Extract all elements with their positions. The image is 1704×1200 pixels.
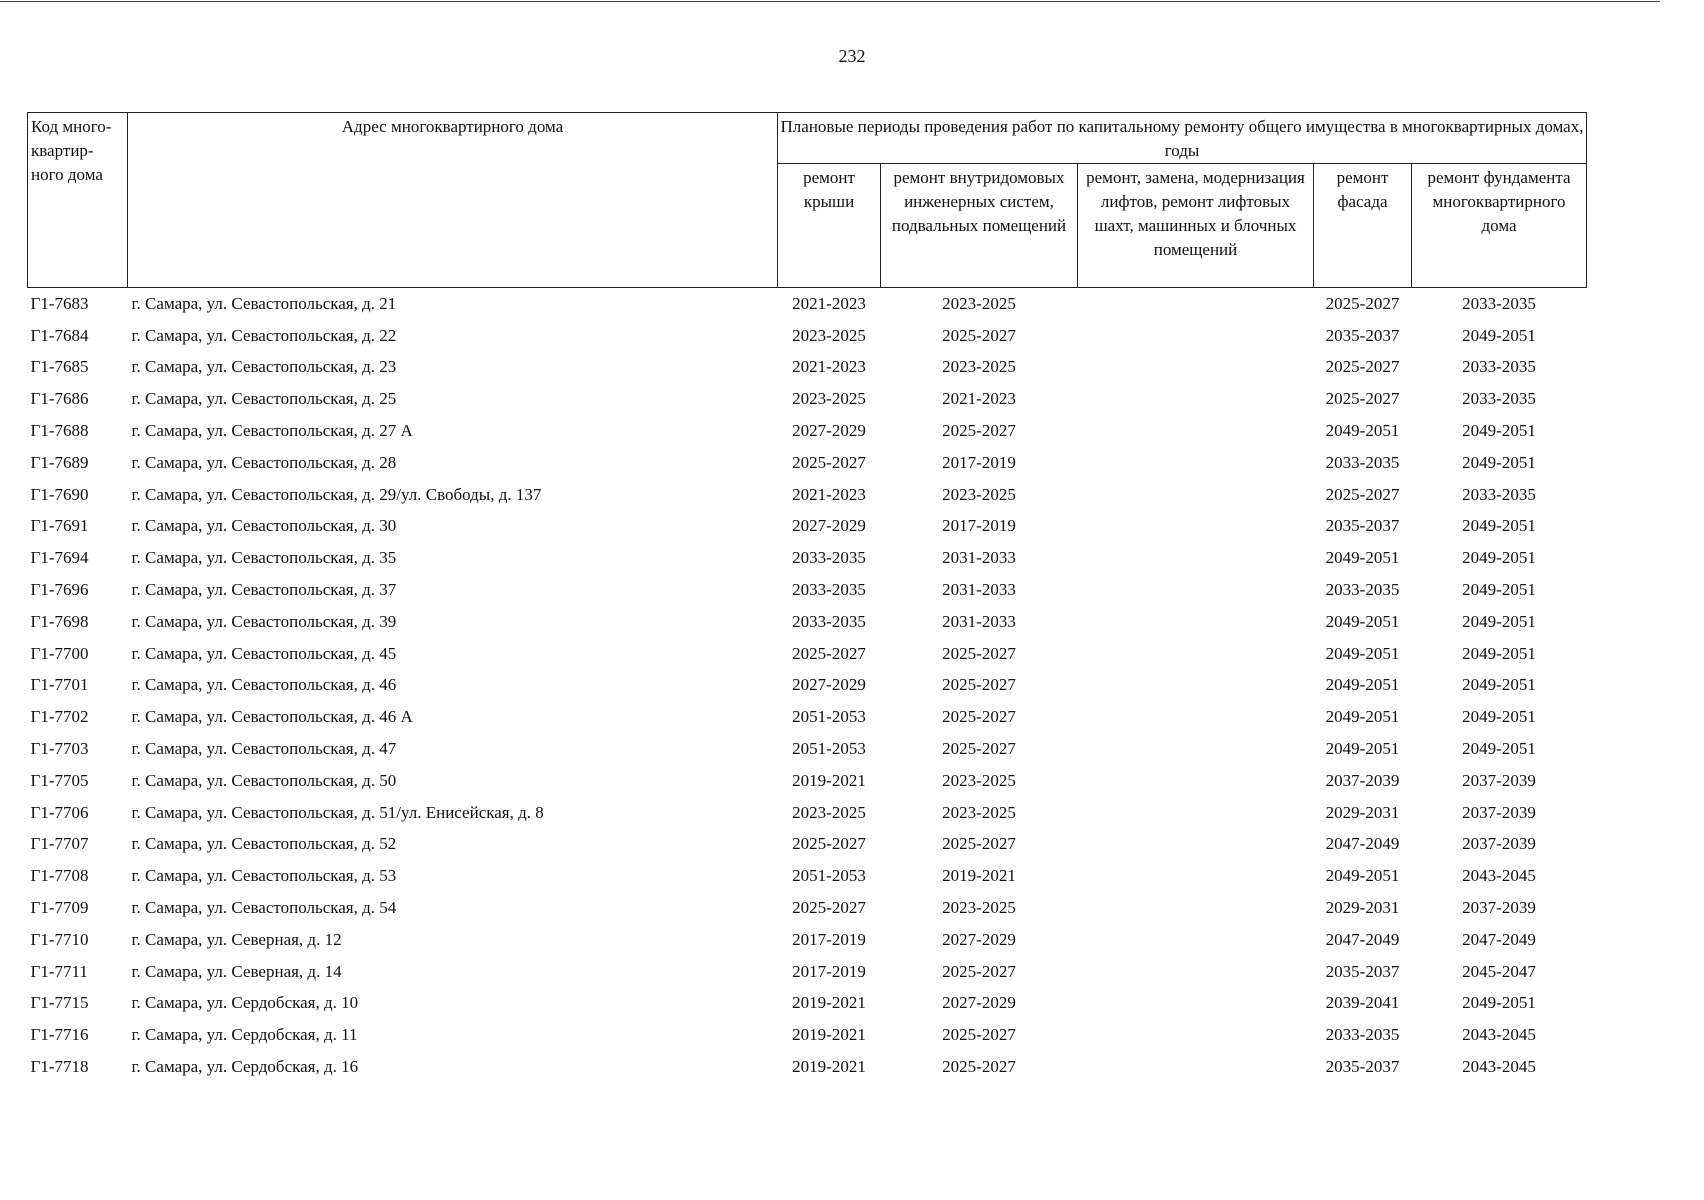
cell-engineering: 2019-2021 [942, 866, 1016, 886]
table-row [28, 606, 1587, 638]
cell-roof: 2025-2027 [792, 898, 866, 918]
cell-roof: 2027-2029 [792, 516, 866, 536]
cell-foundation: 2049-2051 [1462, 675, 1536, 695]
cell-code: Г1-7700 [30, 643, 89, 663]
cell-facade: 2049-2051 [1325, 866, 1400, 886]
cell-engineering: 2031-2033 [942, 580, 1016, 600]
cell-engineering: 2025-2027 [942, 1057, 1016, 1077]
cell-roof: 2019-2021 [792, 1025, 866, 1045]
cell-elevators [1078, 542, 1314, 574]
table-row [28, 1019, 1587, 1051]
cell-engineering: 2025-2027 [942, 421, 1016, 441]
cell-foundation: 2043-2045 [1462, 1057, 1536, 1077]
cell-code: Г1-7701 [30, 675, 89, 695]
cell-engineering: 2017-2019 [942, 452, 1016, 472]
cell-foundation: 2049-2051 [1462, 707, 1536, 727]
cell-code: Г1-7691 [30, 516, 89, 536]
table-row [28, 479, 1587, 511]
cell-elevators [1078, 606, 1314, 638]
cell-code: Г1-7709 [30, 898, 89, 918]
cell-code: Г1-7706 [30, 802, 89, 822]
cell-elevators [1078, 415, 1314, 447]
cell-roof: 2023-2025 [792, 389, 866, 409]
table-row [28, 511, 1587, 543]
cell-code: Г1-7705 [30, 770, 89, 790]
cell-foundation: 2037-2039 [1462, 898, 1536, 918]
cell-facade: 2047-2049 [1325, 834, 1400, 854]
cell-foundation: 2043-2045 [1462, 866, 1536, 886]
cell-foundation: 2049-2051 [1462, 452, 1536, 472]
table-row [28, 988, 1587, 1020]
cell-elevators [1078, 765, 1314, 797]
cell-roof: 2019-2021 [792, 770, 866, 790]
cell-address: г. Самара, ул. Северная, д. 14 [131, 961, 342, 981]
cell-elevators [1078, 511, 1314, 543]
cell-code: Г1-7685 [30, 357, 89, 377]
cell-code: Г1-7708 [30, 866, 89, 886]
table-row [28, 797, 1587, 829]
table-row [28, 415, 1587, 447]
cell-foundation: 2049-2051 [1462, 580, 1536, 600]
header-elevators: ремонт, замена, модернизация лифтов, ремонт лифтовых шахт, машинных и блочных помещений [1078, 164, 1314, 288]
cell-engineering: 2031-2033 [942, 611, 1016, 631]
table-row [28, 352, 1587, 384]
cell-address: г. Самара, ул. Севастопольская, д. 50 [131, 770, 397, 790]
cell-code: Г1-7684 [30, 325, 89, 345]
cell-engineering: 2017-2019 [942, 516, 1016, 536]
cell-address: г. Самара, ул. Севастопольская, д. 46 [131, 675, 397, 695]
cell-engineering: 2023-2025 [942, 293, 1016, 313]
cell-code: Г1-7703 [30, 739, 89, 759]
cell-elevators [1078, 479, 1314, 511]
header-foundation: ремонт фундамента многоквартирного дома [1412, 164, 1587, 288]
cell-foundation: 2037-2039 [1462, 802, 1536, 822]
cell-address: г. Самара, ул. Севастопольская, д. 25 [131, 389, 397, 409]
cell-foundation: 2037-2039 [1462, 770, 1536, 790]
cell-address: г. Самара, ул. Севастопольская, д. 27 А [131, 421, 413, 441]
cell-facade: 2035-2037 [1325, 325, 1400, 345]
cell-elevators [1078, 797, 1314, 829]
cell-roof: 2025-2027 [792, 452, 866, 472]
cell-foundation: 2033-2035 [1462, 484, 1536, 504]
cell-elevators [1078, 733, 1314, 765]
table-row [28, 956, 1587, 988]
cell-address: г. Самара, ул. Севастопольская, д. 28 [131, 452, 397, 472]
header-facade: ремонт фасада [1314, 164, 1412, 288]
cell-elevators [1078, 892, 1314, 924]
header-periods-group: Плановые периоды проведения работ по капитальному ремонту общего имущества в многоквартирных домах, годы [778, 113, 1587, 164]
cell-roof: 2027-2029 [792, 421, 866, 441]
cell-foundation: 2033-2035 [1462, 357, 1536, 377]
header-engineering: ремонт внутридомовых инженерных систем, подвальных помещений [881, 164, 1078, 288]
cell-address: г. Самара, ул. Сердобская, д. 10 [131, 993, 359, 1013]
cell-elevators [1078, 860, 1314, 892]
table-row [28, 383, 1587, 415]
cell-address: г. Самара, ул. Северная, д. 12 [131, 929, 342, 949]
cell-elevators [1078, 1019, 1314, 1051]
cell-address: г. Самара, ул. Севастопольская, д. 54 [131, 898, 397, 918]
cell-foundation: 2049-2051 [1462, 548, 1536, 568]
header-code: Код много-квартир-ного дома [28, 113, 128, 288]
repair-schedule-table [27, 112, 1587, 1083]
table-row [28, 288, 1587, 320]
cell-engineering: 2025-2027 [942, 961, 1016, 981]
cell-code: Г1-7689 [30, 452, 89, 472]
cell-elevators [1078, 447, 1314, 479]
cell-foundation: 2037-2039 [1462, 834, 1536, 854]
cell-engineering: 2025-2027 [942, 739, 1016, 759]
cell-facade: 2035-2037 [1325, 1057, 1400, 1077]
cell-facade: 2049-2051 [1325, 675, 1400, 695]
cell-roof: 2051-2053 [792, 739, 866, 759]
cell-foundation: 2049-2051 [1462, 325, 1536, 345]
cell-facade: 2039-2041 [1325, 993, 1400, 1013]
table-row [28, 670, 1587, 702]
cell-foundation: 2045-2047 [1462, 961, 1536, 981]
cell-engineering: 2021-2023 [942, 389, 1016, 409]
cell-code: Г1-7683 [30, 293, 89, 313]
cell-roof: 2027-2029 [792, 675, 866, 695]
cell-facade: 2035-2037 [1325, 961, 1400, 981]
cell-elevators [1078, 638, 1314, 670]
table-row [28, 924, 1587, 956]
cell-address: г. Самара, ул. Севастопольская, д. 51/ул. Енисейская, д. 8 [131, 802, 544, 822]
cell-engineering: 2027-2029 [942, 929, 1016, 949]
cell-roof: 2025-2027 [792, 834, 866, 854]
cell-facade: 2025-2027 [1325, 389, 1400, 409]
cell-engineering: 2023-2025 [942, 770, 1016, 790]
cell-elevators [1078, 924, 1314, 956]
cell-roof: 2033-2035 [792, 548, 866, 568]
cell-code: Г1-7715 [30, 993, 89, 1013]
cell-roof: 2051-2053 [792, 707, 866, 727]
cell-foundation: 2049-2051 [1462, 739, 1536, 759]
cell-code: Г1-7707 [30, 834, 89, 854]
cell-address: г. Самара, ул. Севастопольская, д. 45 [131, 643, 397, 663]
cell-facade: 2049-2051 [1325, 611, 1400, 631]
cell-engineering: 2031-2033 [942, 548, 1016, 568]
cell-address: г. Самара, ул. Севастопольская, д. 29/ул. Свободы, д. 137 [131, 484, 542, 504]
cell-roof: 2033-2035 [792, 611, 866, 631]
cell-address: г. Самара, ул. Севастопольская, д. 47 [131, 739, 397, 759]
cell-roof: 2019-2021 [792, 1057, 866, 1077]
cell-elevators [1078, 320, 1314, 352]
table-row [28, 638, 1587, 670]
cell-address: г. Самара, ул. Севастопольская, д. 21 [131, 293, 397, 313]
cell-engineering: 2025-2027 [942, 707, 1016, 727]
table-row [28, 765, 1587, 797]
cell-code: Г1-7698 [30, 611, 89, 631]
cell-elevators [1078, 988, 1314, 1020]
cell-facade: 2049-2051 [1325, 643, 1400, 663]
cell-code: Г1-7702 [30, 707, 89, 727]
cell-facade: 2033-2035 [1325, 1025, 1400, 1045]
header-address: Адрес многоквартирного дома [128, 113, 778, 288]
cell-code: Г1-7696 [30, 580, 89, 600]
cell-engineering: 2027-2029 [942, 993, 1016, 1013]
table-row [28, 701, 1587, 733]
cell-roof: 2023-2025 [792, 325, 866, 345]
table-header [28, 113, 1587, 288]
cell-address: г. Самара, ул. Севастопольская, д. 35 [131, 548, 397, 568]
cell-elevators [1078, 956, 1314, 988]
cell-address: г. Самара, ул. Севастопольская, д. 53 [131, 866, 397, 886]
cell-code: Г1-7718 [30, 1057, 89, 1077]
cell-address: г. Самара, ул. Севастопольская, д. 22 [131, 325, 397, 345]
cell-foundation: 2049-2051 [1462, 993, 1536, 1013]
cell-facade: 2025-2027 [1325, 484, 1400, 504]
cell-engineering: 2025-2027 [942, 834, 1016, 854]
cell-roof: 2017-2019 [792, 929, 866, 949]
cell-address: г. Самара, ул. Севастопольская, д. 30 [131, 516, 397, 536]
cell-foundation: 2033-2035 [1462, 293, 1536, 313]
cell-facade: 2037-2039 [1325, 770, 1400, 790]
cell-foundation: 2047-2049 [1462, 929, 1536, 949]
table-row [28, 542, 1587, 574]
page-number: 232 [838, 46, 866, 66]
cell-facade: 2029-2031 [1325, 898, 1400, 918]
cell-engineering: 2023-2025 [942, 898, 1016, 918]
table-row [28, 1051, 1587, 1083]
cell-engineering: 2025-2027 [942, 643, 1016, 663]
cell-roof: 2051-2053 [792, 866, 866, 886]
header-roof: ремонт крыши [778, 164, 881, 288]
table-row [28, 574, 1587, 606]
cell-elevators [1078, 574, 1314, 606]
cell-engineering: 2023-2025 [942, 484, 1016, 504]
table-row [28, 829, 1587, 861]
cell-code: Г1-7716 [30, 1025, 89, 1045]
cell-roof: 2033-2035 [792, 580, 866, 600]
cell-facade: 2029-2031 [1325, 802, 1400, 822]
table-row [28, 892, 1587, 924]
cell-address: г. Самара, ул. Севастопольская, д. 37 [131, 580, 397, 600]
cell-foundation: 2033-2035 [1462, 389, 1536, 409]
cell-address: г. Самара, ул. Севастопольская, д. 23 [131, 357, 397, 377]
table-row [28, 320, 1587, 352]
cell-address: г. Самара, ул. Сердобская, д. 16 [131, 1057, 359, 1077]
cell-facade: 2049-2051 [1325, 421, 1400, 441]
cell-code: Г1-7710 [30, 929, 89, 949]
table-row [28, 860, 1587, 892]
cell-facade: 2025-2027 [1325, 293, 1400, 313]
cell-code: Г1-7694 [30, 548, 89, 568]
table-row [28, 733, 1587, 765]
cell-roof: 2021-2023 [792, 293, 866, 313]
cell-facade: 2035-2037 [1325, 516, 1400, 536]
cell-code: Г1-7690 [30, 484, 89, 504]
cell-foundation: 2049-2051 [1462, 421, 1536, 441]
cell-code: Г1-7711 [30, 961, 88, 981]
cell-facade: 2047-2049 [1325, 929, 1400, 949]
cell-code: Г1-7686 [30, 389, 89, 409]
cell-roof: 2021-2023 [792, 357, 866, 377]
cell-facade: 2025-2027 [1325, 357, 1400, 377]
cell-foundation: 2043-2045 [1462, 1025, 1536, 1045]
cell-roof: 2017-2019 [792, 961, 866, 981]
cell-address: г. Самара, ул. Севастопольская, д. 39 [131, 611, 397, 631]
table-row [28, 447, 1587, 479]
cell-roof: 2021-2023 [792, 484, 866, 504]
cell-engineering: 2023-2025 [942, 802, 1016, 822]
cell-address: г. Самара, ул. Сердобская, д. 11 [131, 1025, 358, 1045]
cell-facade: 2033-2035 [1325, 580, 1400, 600]
cell-elevators [1078, 1051, 1314, 1083]
cell-engineering: 2025-2027 [942, 1025, 1016, 1045]
cell-facade: 2049-2051 [1325, 739, 1400, 759]
cell-address: г. Самара, ул. Севастопольская, д. 46 А [131, 707, 413, 727]
top-rule [0, 1, 1660, 2]
cell-facade: 2049-2051 [1325, 707, 1400, 727]
cell-elevators [1078, 670, 1314, 702]
cell-foundation: 2049-2051 [1462, 643, 1536, 663]
cell-address: г. Самара, ул. Севастопольская, д. 52 [131, 834, 397, 854]
cell-roof: 2019-2021 [792, 993, 866, 1013]
cell-elevators [1078, 383, 1314, 415]
table-body [28, 288, 1587, 1083]
cell-elevators [1078, 829, 1314, 861]
cell-foundation: 2049-2051 [1462, 516, 1536, 536]
cell-engineering: 2023-2025 [942, 357, 1016, 377]
cell-roof: 2023-2025 [792, 802, 866, 822]
cell-engineering: 2025-2027 [942, 325, 1016, 345]
cell-elevators [1078, 701, 1314, 733]
cell-facade: 2033-2035 [1325, 452, 1400, 472]
cell-facade: 2049-2051 [1325, 548, 1400, 568]
cell-code: Г1-7688 [30, 421, 89, 441]
cell-roof: 2025-2027 [792, 643, 866, 663]
cell-engineering: 2025-2027 [942, 675, 1016, 695]
cell-elevators [1078, 288, 1314, 320]
cell-elevators [1078, 352, 1314, 384]
cell-foundation: 2049-2051 [1462, 611, 1536, 631]
